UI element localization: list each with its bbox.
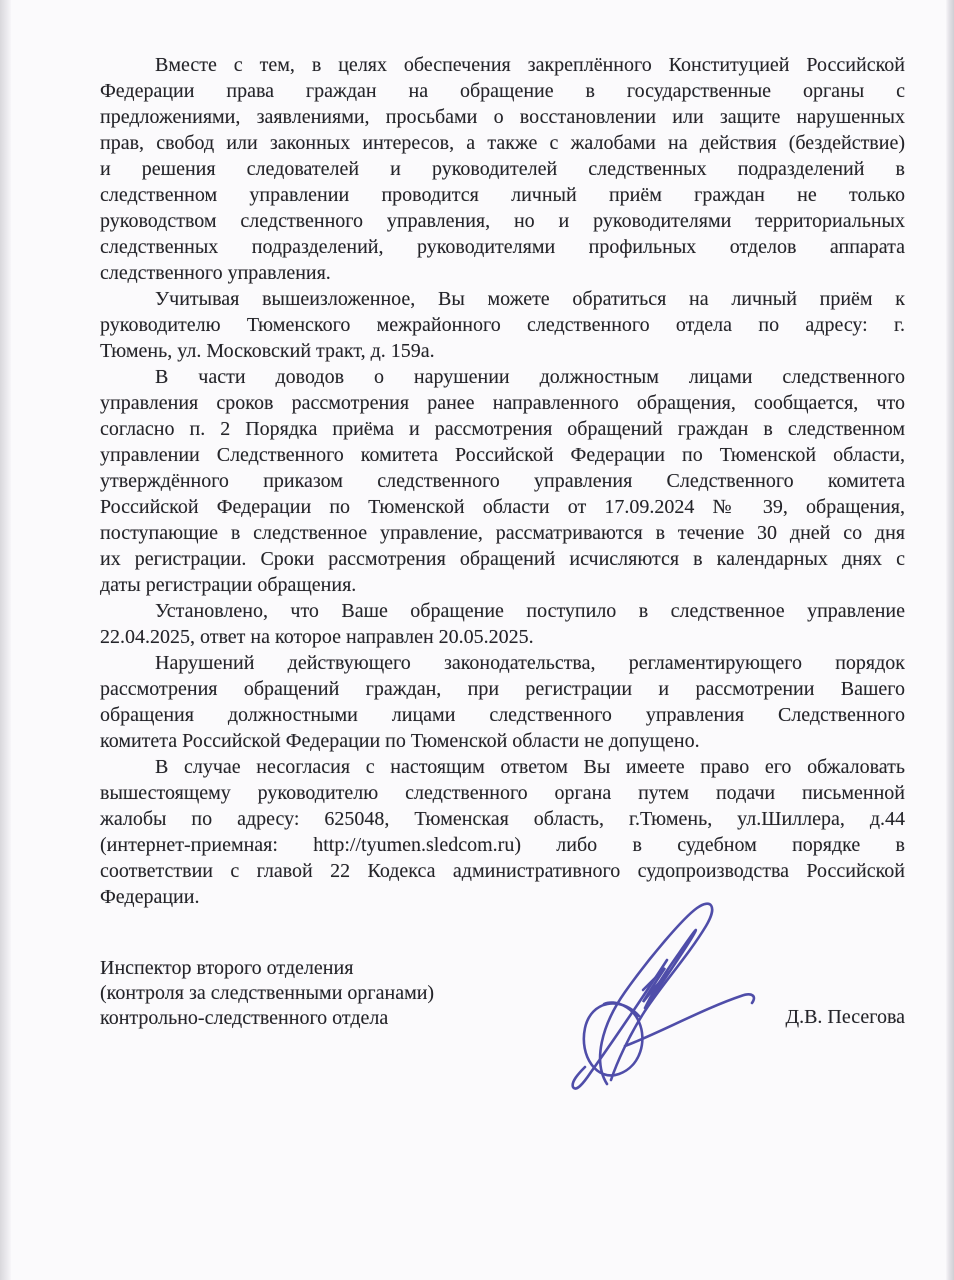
paragraph-line: В части доводов о нарушении должностным лицами следственного — [155, 366, 905, 388]
paragraph-line: Учитывая вышеизложенное, Вы можете обратиться на личный приём к — [155, 288, 905, 310]
signatory-title-line: Инспектор второго отделения — [100, 957, 354, 979]
handwritten-signature-icon — [545, 894, 775, 1109]
paragraph-line: и решения следователей и руководителей следственных подразделений в — [100, 158, 905, 180]
paragraph-line: следственных подразделений, руководителями профильных отделов аппарата — [100, 236, 905, 258]
paragraph-line: Нарушений действующего законодательства, регламентирующего порядок — [155, 652, 905, 674]
paragraph-line: Федерации. — [100, 886, 200, 908]
paragraph-line: Федерации права граждан на обращение в государственные органы с — [100, 80, 905, 102]
paragraph-line: Установлено, что Ваше обращение поступило в следственное управление — [155, 600, 905, 622]
paragraph-line: обращения должностными лицами следственного управления Следственного — [100, 704, 905, 726]
paragraph-line: управления сроков рассмотрения ранее направленного обращения, сообщается, что — [100, 392, 905, 414]
paragraph-line: соответствии с главой 22 Кодекса административного судопроизводства Российской — [100, 860, 905, 882]
paragraph-line: следственном управлении проводится личный приём граждан не только — [100, 184, 905, 206]
paragraph-line: согласно п. 2 Порядка приёма и рассмотрения обращений граждан в следственном — [100, 418, 905, 440]
paragraph-line: прав, свобод или законных интересов, а также с жалобами на действия (бездействие) — [100, 132, 905, 154]
paragraph-line: их регистрации. Сроки рассмотрения обращений исчисляются в календарных днях с — [100, 548, 905, 570]
signatory-title — [100, 956, 434, 1031]
signatory-title-line: контрольно-следственного отдела — [100, 1007, 389, 1029]
paragraph-line: Тюмень, ул. Московский тракт, д. 159а. — [100, 340, 435, 362]
paragraph-line: Российской Федерации по Тюменской области от 17.09.2024 № 39, обращения, — [100, 496, 905, 518]
paragraph-line: вышестоящему руководителю следственного органа путем подачи письменной — [100, 782, 905, 804]
paragraph-line: В случае несогласия с настоящим ответом Вы имеете право его обжаловать — [155, 756, 905, 778]
paragraph-line: утверждённого приказом следственного управления Следственного комитета — [100, 470, 905, 492]
document-body — [100, 52, 905, 910]
signatory-name: Д.В. Песегова — [785, 1006, 905, 1028]
paragraph-line: руководством следственного управления, но и руководителями территориальных — [100, 210, 905, 232]
paragraph-line: руководителю Тюменского межрайонного следственного отдела по адресу: г. — [100, 314, 905, 336]
paragraph-line: управлении Следственного комитета Российской Федерации по Тюменской области, — [100, 444, 905, 466]
paragraph-line: жалобы по адресу: 625048, Тюменская область, г.Тюмень, ул.Шиллера, д.44 — [100, 808, 905, 830]
paragraph-line: 22.04.2025, ответ на которое направлен 20.05.2025. — [100, 626, 534, 648]
paragraph-line: Вместе с тем, в целях обеспечения закреплённого Конституцией Российской — [155, 54, 905, 76]
paragraph-line: следственного управления. — [100, 262, 331, 284]
paragraph-line: предложениями, заявлениями, просьбами о восстановлении или защите нарушенных — [100, 106, 905, 128]
paragraph-line: (интернет-приемная: http://tyumen.sledcom.ru) либо в судебном порядке в — [100, 834, 905, 856]
paragraph-line: комитета Российской Федерации по Тюменской области не допущено. — [100, 730, 700, 752]
signature-block — [100, 956, 905, 1031]
paragraph-line: поступающие в следственное управление, рассматриваются в течение 30 дней со дня — [100, 522, 905, 544]
paragraph-line: рассмотрения обращений граждан, при регистрации и рассмотрении Вашего — [100, 678, 905, 700]
signatory-title-line: (контроля за следственными органами) — [100, 982, 435, 1004]
paragraph-line: даты регистрации обращения. — [100, 574, 357, 596]
